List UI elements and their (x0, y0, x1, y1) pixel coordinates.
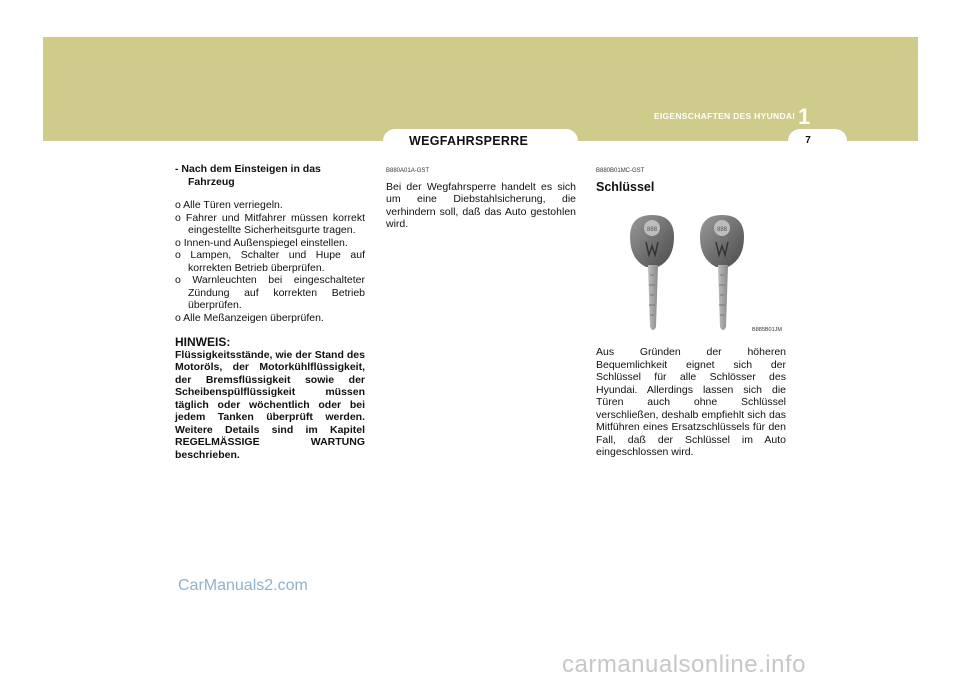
checklist-heading: - Nach dem Einsteigen in das (175, 163, 321, 175)
key-heading: Schlüssel (596, 179, 655, 194)
header-band (43, 37, 918, 141)
list-item: o Alle Meßanzeigen überprüfen. (175, 311, 324, 324)
list-item: o Warnleuchten bei eingeschalteter Zündung auf korrekten Betrieb überprüfen. (175, 274, 365, 311)
key-text: Aus Gründen der höheren Bequemlichkeit eignet sich der Schlüssel für alle Schlösser des Hyundai. Allerdings lassen sich die Türen auch ohne Schlüssel verschließen, deshalb empfiehlt sich das Mitführen eines Ersatzschlüssels für den Fall, daß der Schlüssel im Auto eingeschlossen wird. (596, 346, 786, 458)
section-code: B880A01A-GST (386, 168, 430, 174)
checklist (175, 199, 365, 324)
chapter-title: EIGENSCHAFTEN DES HYUNDAI (653, 111, 795, 121)
note-text: Flüssigkeitsstände, wie der Stand des Motoröls, der Motorkühlflüssigkeit, der Bremsflüssigkeit sowie der Scheibenspülflüssigkeit müssen täglich oder wöchentlich oder bei jedem Tanken überprüft werden. Weitere Details sind im Kapitel REGELMÄSSIGE WARTUNG beschrieben. (175, 348, 365, 461)
column-right (596, 165, 786, 459)
watermark-bottom[interactable]: carmanualsonline.info (562, 651, 806, 678)
section-title: WEGFAHRSPERRE (409, 134, 529, 148)
section-tab (383, 129, 578, 153)
column-left (175, 163, 365, 461)
list-item: o Fahrer und Mitfahrer müssen korrekt eingestellte Sicherheitsgurte tragen. (175, 211, 365, 236)
immobilizer-text: Bei der Wegfahrsperre handelt es sich um eine Diebstahlsicherung, die verhindern soll, daß das Auto gestohlen wird. (386, 180, 576, 230)
page-number: 7 (805, 135, 811, 146)
keys-illustration (596, 197, 786, 340)
key-left (630, 215, 674, 330)
list-item: o Lampen, Schalter und Hupe auf korrekten Betrieb überprüfen. (175, 249, 365, 274)
list-item: o Alle Türen verriegeln. (175, 199, 283, 211)
keys-icon (596, 197, 786, 340)
page-tab (788, 129, 847, 153)
svg-text:888: 888 (646, 227, 658, 233)
section-code: B880B01MC-GST (596, 168, 645, 174)
image-caption-code: B885B01JM (752, 326, 782, 333)
key-right (700, 215, 744, 330)
chapter-number: 1 (798, 104, 811, 129)
svg-text:888: 888 (716, 227, 728, 233)
list-item: o Innen-und Außenspiegel einstellen. (175, 236, 348, 249)
column-middle (386, 165, 576, 231)
note-title: HINWEIS: (175, 335, 231, 349)
watermark-top[interactable]: CarManuals2.com (178, 577, 308, 594)
checklist-heading-cont: Fahrzeug (188, 175, 235, 188)
